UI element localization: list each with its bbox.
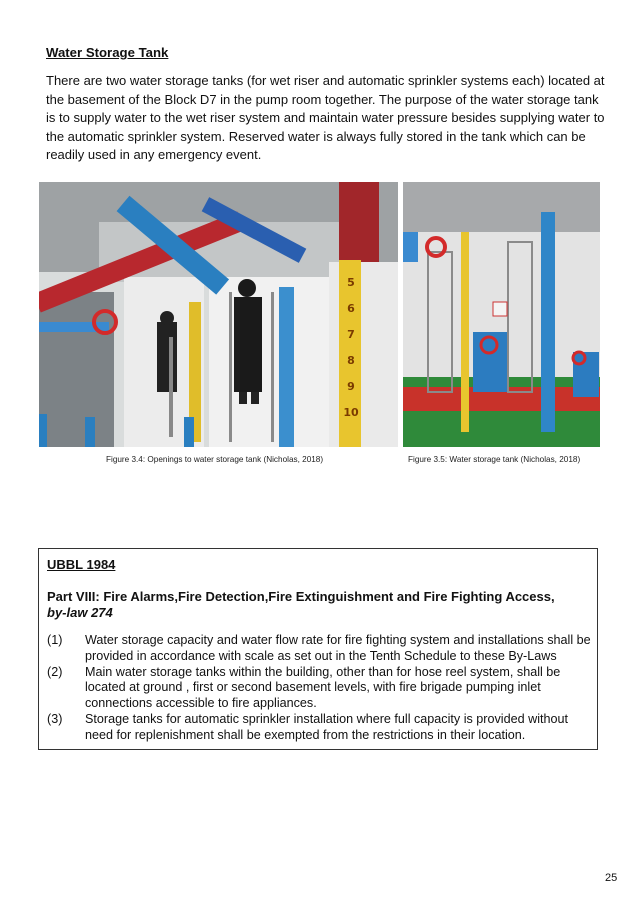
section-paragraph: There are two water storage tanks (for wet riser and automatic sprinkler systems each) located at the basement of the Block D7 in the pump room together. The purpose of the water storage tank is to supply water to the wet riser system and maintain water pressure besides supplying water to the automatic sprinkler system. Reserved water is always fully stored in the tank which can be readily used in any emergency event. (46, 73, 605, 163)
clause-item (47, 633, 592, 665)
clause-number: (2) (47, 664, 63, 679)
clause-item (47, 712, 592, 744)
bylaw-label: by-law 274 (47, 605, 113, 620)
regulation-part-title (47, 589, 587, 621)
figure-caption-3-5: Figure 3.5: Water storage tank (Nicholas, 2018) (408, 455, 581, 464)
clause-list (47, 633, 592, 744)
clause-text: Water storage capacity and water flow rate for fire fighting system and installations shall be provided in accordance with scale as set out in the Tenth Schedule to these By-Laws (85, 633, 591, 663)
water-tank-photo (403, 182, 600, 447)
section-heading: Water Storage Tank (46, 45, 169, 60)
gauge-mark-5: 5 (347, 276, 355, 289)
gauge-mark-6: 6 (347, 302, 355, 315)
figure-photo-tank-openings (39, 182, 398, 447)
figure-caption-3-4: Figure 3.4: Openings to water storage tank (Nicholas, 2018) (106, 455, 324, 464)
page-number: 25 (605, 872, 618, 884)
clause-text: Main water storage tanks within the building, other than for hose reel system, shall be located at ground , first or second basement levels, with fire brigade pumping inlet connections accessible to fire appliances. (85, 664, 561, 711)
gauge-mark-9: 9 (347, 380, 355, 393)
part-title-text: Part VIII: Fire Alarms,Fire Detection,Fire Extinguishment and Fire Fighting Access, (47, 589, 555, 604)
clause-text: Storage tanks for automatic sprinkler installation where full capacity is provided without need for replenishment shall be exempted from the restrictions in their location. (85, 711, 568, 742)
regulation-title: UBBL 1984 (47, 557, 116, 572)
clause-number: (3) (47, 711, 63, 726)
clause-number: (1) (47, 633, 63, 647)
gauge-mark-8: 8 (347, 354, 355, 367)
clause-item (47, 665, 592, 712)
gauge-mark-10: 10 (343, 406, 359, 419)
figure-photo-water-tank (403, 182, 600, 447)
regulation-box (38, 548, 598, 750)
gauge-mark-7: 7 (347, 328, 355, 341)
